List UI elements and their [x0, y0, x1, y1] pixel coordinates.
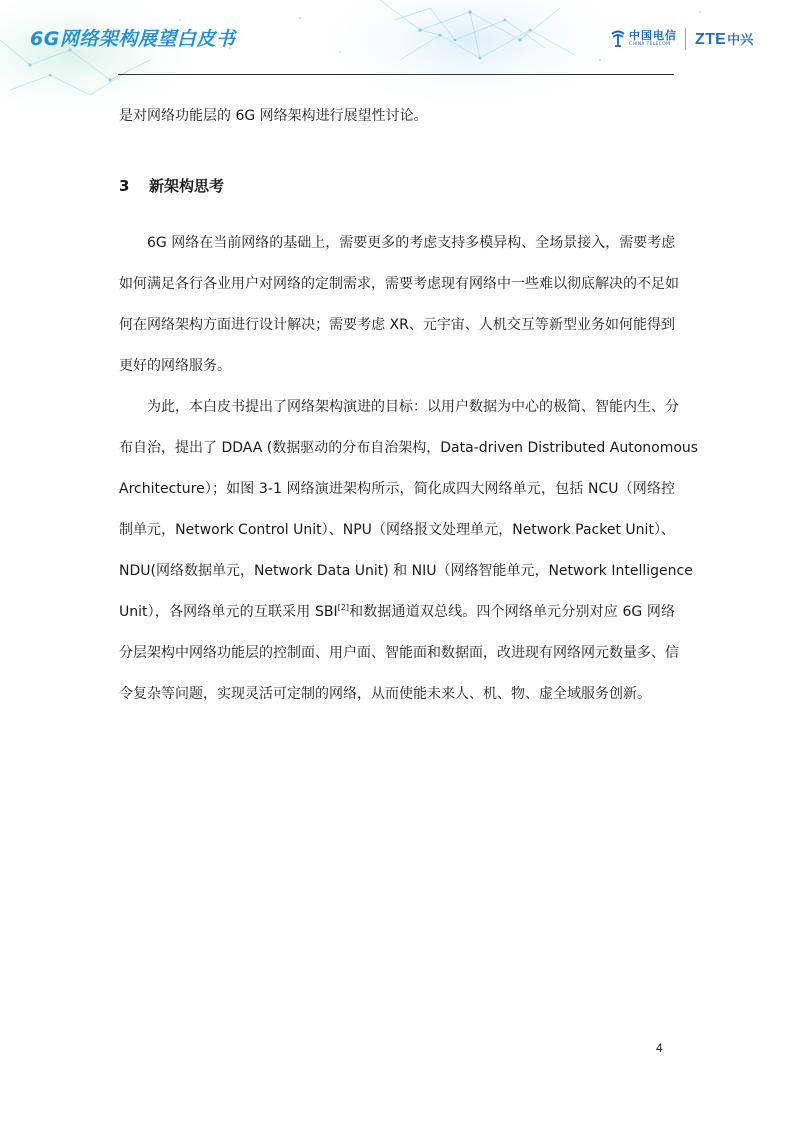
- logo-divider: [685, 28, 686, 50]
- zte-en-name: ZTE: [695, 31, 727, 48]
- china-telecom-cn-name: 中国电信: [629, 29, 677, 43]
- line-text-before-reference: Unit），各网络单元的互联采用 SBI: [119, 604, 338, 620]
- paragraph-line: 更好的网络服务。: [119, 358, 231, 374]
- continued-text-line: 是对网络功能层的 6G 网络架构进行展望性讨论。: [119, 108, 428, 124]
- paragraph: [119, 223, 679, 387]
- page-content: [119, 102, 699, 715]
- paragraph-line: 如何满足各行各业用户对网络的定制需求，需要考虑现有网络中一些难以彻底解决的不足如: [119, 276, 679, 292]
- paragraph-line: 何在网络架构方面进行设计解决；需要考虑 XR、元宇宙、人机交互等新型业务如何能得到: [119, 317, 675, 333]
- china-telecom-logo: [610, 26, 677, 52]
- paragraph-line: 分层架构中网络功能层的控制面、用户面、智能面和数据面，改进现有网络网元数量多、信: [119, 645, 679, 661]
- reference-mark[interactable]: [2]: [337, 603, 349, 612]
- line-text-after-reference: 和数据通道双总线。四个网络单元分别对应 6G 网络: [348, 604, 675, 620]
- section-title: 新架构思考: [149, 177, 225, 195]
- paragraph-line: 令复杂等问题，实现灵活可定制的网络，从而使能未来人、机、物、虚全域服务创新。: [119, 686, 651, 702]
- zte-cn-name: 中兴: [727, 32, 754, 47]
- header-divider: [118, 74, 674, 75]
- paragraph-line: 为此，本白皮书提出了网络架构演进的目标：以用户数据为中心的极简、智能内生、分: [147, 399, 679, 415]
- document-series-title: 6G网络架构展望白皮书: [30, 28, 236, 50]
- header-network-decoration: [0, 0, 793, 110]
- paragraph-line: NDU(网络数据单元，Network Data Unit) 和 NIU（网络智能单元，Network Intelligence: [119, 563, 693, 579]
- paragraph-line: 布自治，提出了 DDAA (数据驱动的分布自治架构，Data-driven Distributed Autonomous: [119, 440, 699, 456]
- paragraph-line-with-reference: [119, 592, 675, 633]
- paragraph-line: 制单元，Network Control Unit）、NPU（网络报文处理单元，Network Packet Unit）、: [119, 522, 675, 538]
- china-telecom-emblem-icon: [610, 29, 626, 49]
- page-number: 4: [656, 1041, 663, 1055]
- section-heading: [119, 171, 675, 201]
- paragraph-line: 6G 网络在当前网络的基础上，需要更多的考虑支持多模异构、全场景接入，需要考虑: [147, 235, 676, 251]
- header-logos: [610, 26, 754, 52]
- section-number: 3: [119, 177, 130, 195]
- paragraph-line: Architecture）；如图 3-1 网络演进架构所示，简化成四大网络单元，包括 NCU（网络控: [119, 481, 675, 497]
- china-telecom-en-name: CHINA TELECOM: [629, 42, 671, 48]
- paragraph: [119, 387, 699, 715]
- zte-logo: [695, 29, 754, 49]
